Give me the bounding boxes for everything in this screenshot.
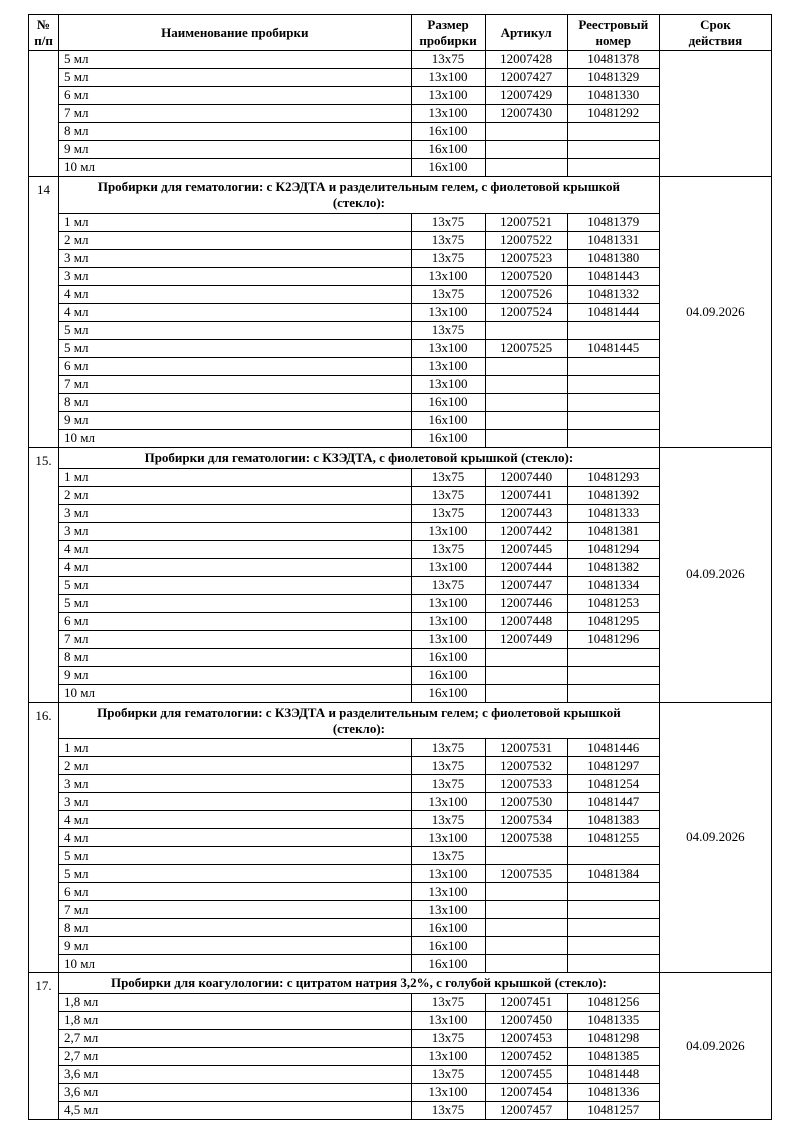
tube-name: 5 мл xyxy=(59,339,411,357)
tube-article xyxy=(485,393,567,411)
header-num: № п/п xyxy=(29,15,59,51)
tube-article: 12007452 xyxy=(485,1048,567,1066)
tube-size: 16x100 xyxy=(411,919,485,937)
tube-article: 12007520 xyxy=(485,267,567,285)
tube-name: 6 мл xyxy=(59,612,411,630)
tube-article: 12007448 xyxy=(485,612,567,630)
tube-article: 12007445 xyxy=(485,540,567,558)
section-title: Пробирки для гематологии: с КЗЭДТА, с фиолетовой крышкой (стекло): xyxy=(59,447,660,468)
tube-name: 4 мл xyxy=(59,285,411,303)
header-row xyxy=(29,15,772,51)
tube-name: 10 мл xyxy=(59,429,411,447)
tube-article: 12007457 xyxy=(485,1102,567,1120)
tube-size: 13x100 xyxy=(411,303,485,321)
tube-registry: 10481293 xyxy=(567,468,659,486)
tube-size: 13x75 xyxy=(411,994,485,1012)
tube-name: 7 мл xyxy=(59,630,411,648)
tube-registry: 10481255 xyxy=(567,829,659,847)
tube-registry: 10481380 xyxy=(567,249,659,267)
tube-name: 4 мл xyxy=(59,303,411,321)
tube-name: 1,8 мл xyxy=(59,994,411,1012)
tube-registry: 10481336 xyxy=(567,1084,659,1102)
tube-size: 13x75 xyxy=(411,486,485,504)
tube-name: 5 мл xyxy=(59,594,411,612)
tube-registry: 10481385 xyxy=(567,1048,659,1066)
tube-registry: 10481448 xyxy=(567,1066,659,1084)
tube-article xyxy=(485,937,567,955)
tube-size: 13x75 xyxy=(411,540,485,558)
tube-size: 16x100 xyxy=(411,666,485,684)
tube-size: 13x100 xyxy=(411,865,485,883)
validity-date: 04.09.2026 xyxy=(659,447,771,702)
section-title: Пробирки для гематологии: с К2ЭДТА и разделительным гелем, с фиолетовой крышкой (стекло): xyxy=(59,177,660,214)
section-number: 17. xyxy=(29,973,59,1120)
tube-size: 16x100 xyxy=(411,684,485,702)
tube-size: 13x75 xyxy=(411,249,485,267)
section-title: Пробирки для гематологии: с КЗЭДТА и разделительным гелем; с фиолетовой крышкой (стекло): xyxy=(59,702,660,739)
tube-name: 2 мл xyxy=(59,231,411,249)
tube-name: 3 мл xyxy=(59,775,411,793)
tube-name: 4 мл xyxy=(59,829,411,847)
tube-size: 13x100 xyxy=(411,69,485,87)
tube-article xyxy=(485,883,567,901)
tube-registry: 10481445 xyxy=(567,339,659,357)
tube-article: 12007446 xyxy=(485,594,567,612)
tube-article xyxy=(485,159,567,177)
tube-registry xyxy=(567,901,659,919)
tube-size: 13x100 xyxy=(411,883,485,901)
tube-registry: 10481384 xyxy=(567,865,659,883)
tube-registry xyxy=(567,684,659,702)
tube-registry xyxy=(567,321,659,339)
section-number xyxy=(29,51,59,177)
tube-article: 12007526 xyxy=(485,285,567,303)
tube-size: 16x100 xyxy=(411,937,485,955)
tube-name: 2 мл xyxy=(59,486,411,504)
tube-article xyxy=(485,648,567,666)
tube-registry: 10481443 xyxy=(567,267,659,285)
tube-article: 12007454 xyxy=(485,1084,567,1102)
tube-name: 7 мл xyxy=(59,375,411,393)
tube-size: 13x75 xyxy=(411,321,485,339)
tube-name: 10 мл xyxy=(59,684,411,702)
tube-registry xyxy=(567,919,659,937)
tube-registry xyxy=(567,847,659,865)
tube-registry xyxy=(567,375,659,393)
tube-registry xyxy=(567,883,659,901)
tube-size: 13x100 xyxy=(411,630,485,648)
tube-name: 6 мл xyxy=(59,357,411,375)
tube-article: 12007524 xyxy=(485,303,567,321)
tube-article: 12007444 xyxy=(485,558,567,576)
tube-registry: 10481392 xyxy=(567,486,659,504)
tube-name: 3 мл xyxy=(59,522,411,540)
tube-registry: 10481379 xyxy=(567,213,659,231)
tube-name: 9 мл xyxy=(59,937,411,955)
tube-registry xyxy=(567,411,659,429)
tube-name: 5 мл xyxy=(59,865,411,883)
table-body xyxy=(29,51,772,1120)
tube-size: 13x100 xyxy=(411,1012,485,1030)
tube-registry: 10481333 xyxy=(567,504,659,522)
section-title-row xyxy=(29,702,772,739)
tube-size: 13x75 xyxy=(411,213,485,231)
tube-size: 16x100 xyxy=(411,393,485,411)
tube-name: 2 мл xyxy=(59,757,411,775)
tube-registry: 10481297 xyxy=(567,757,659,775)
tube-article: 12007533 xyxy=(485,775,567,793)
tube-size: 13x100 xyxy=(411,1048,485,1066)
tube-registry xyxy=(567,357,659,375)
tube-name: 4 мл xyxy=(59,540,411,558)
tube-registry: 10481295 xyxy=(567,612,659,630)
tube-article: 12007443 xyxy=(485,504,567,522)
tube-name: 8 мл xyxy=(59,648,411,666)
validity-date: 04.09.2026 xyxy=(659,702,771,973)
tube-article: 12007450 xyxy=(485,1012,567,1030)
tube-name: 3 мл xyxy=(59,504,411,522)
tube-registry: 10481330 xyxy=(567,87,659,105)
tube-size: 13x75 xyxy=(411,1102,485,1120)
tube-article: 12007525 xyxy=(485,339,567,357)
tube-registry: 10481332 xyxy=(567,285,659,303)
tube-size: 16x100 xyxy=(411,159,485,177)
tube-registry: 10481256 xyxy=(567,994,659,1012)
tube-name: 3 мл xyxy=(59,267,411,285)
tube-registry: 10481335 xyxy=(567,1012,659,1030)
section-number: 15. xyxy=(29,447,59,702)
tube-article: 12007455 xyxy=(485,1066,567,1084)
tube-name: 7 мл xyxy=(59,105,411,123)
tube-name: 3 мл xyxy=(59,793,411,811)
tube-size: 16x100 xyxy=(411,429,485,447)
tube-name: 4 мл xyxy=(59,811,411,829)
tube-size: 13x100 xyxy=(411,1084,485,1102)
tube-registry: 10481294 xyxy=(567,540,659,558)
tube-name: 3,6 мл xyxy=(59,1066,411,1084)
tube-name: 7 мл xyxy=(59,901,411,919)
tube-registry: 10481382 xyxy=(567,558,659,576)
tube-article xyxy=(485,375,567,393)
tube-name: 4,5 мл xyxy=(59,1102,411,1120)
tube-name: 2,7 мл xyxy=(59,1030,411,1048)
tube-article xyxy=(485,411,567,429)
tube-registry: 10481378 xyxy=(567,51,659,69)
tube-registry: 10481447 xyxy=(567,793,659,811)
tube-registry: 10481331 xyxy=(567,231,659,249)
tube-article xyxy=(485,955,567,973)
tube-size: 13x75 xyxy=(411,1066,485,1084)
tube-size: 13x75 xyxy=(411,285,485,303)
tube-size: 13x100 xyxy=(411,594,485,612)
tube-name: 8 мл xyxy=(59,123,411,141)
tube-size: 13x75 xyxy=(411,811,485,829)
section-title-row xyxy=(29,177,772,214)
section-title: Пробирки для коагулологии: с цитратом натрия 3,2%, с голубой крышкой (стекло): xyxy=(59,973,660,994)
tube-name: 6 мл xyxy=(59,87,411,105)
tube-name: 8 мл xyxy=(59,393,411,411)
tube-registry: 10481444 xyxy=(567,303,659,321)
tube-registry xyxy=(567,429,659,447)
table-row xyxy=(29,51,772,69)
tube-article: 12007451 xyxy=(485,994,567,1012)
header-validity: Срок действия xyxy=(659,15,771,51)
tube-size: 13x75 xyxy=(411,847,485,865)
tube-registry: 10481334 xyxy=(567,576,659,594)
tube-size: 13x100 xyxy=(411,793,485,811)
tube-size: 13x100 xyxy=(411,87,485,105)
tube-registry: 10481298 xyxy=(567,1030,659,1048)
tube-name: 5 мл xyxy=(59,576,411,594)
tube-size: 13x100 xyxy=(411,901,485,919)
tube-article: 12007440 xyxy=(485,468,567,486)
tube-article: 12007453 xyxy=(485,1030,567,1048)
tube-size: 13x75 xyxy=(411,576,485,594)
section-title-row xyxy=(29,447,772,468)
tube-size: 13x100 xyxy=(411,339,485,357)
header-name: Наименование пробирки xyxy=(59,15,411,51)
tube-registry: 10481446 xyxy=(567,739,659,757)
tube-size: 16x100 xyxy=(411,955,485,973)
section-number: 16. xyxy=(29,702,59,973)
tube-name: 1 мл xyxy=(59,739,411,757)
tube-article xyxy=(485,919,567,937)
tube-registry xyxy=(567,955,659,973)
tube-article: 12007441 xyxy=(485,486,567,504)
tube-name: 5 мл xyxy=(59,51,411,69)
tube-article xyxy=(485,666,567,684)
tube-article: 12007447 xyxy=(485,576,567,594)
tube-size: 13x100 xyxy=(411,829,485,847)
tube-name: 5 мл xyxy=(59,321,411,339)
tube-name: 3 мл xyxy=(59,249,411,267)
tube-size: 13x100 xyxy=(411,267,485,285)
tube-article: 12007427 xyxy=(485,69,567,87)
tube-registry: 10481296 xyxy=(567,630,659,648)
tube-name: 4 мл xyxy=(59,558,411,576)
tube-name: 3,6 мл xyxy=(59,1084,411,1102)
tube-size: 13x100 xyxy=(411,522,485,540)
tube-name: 1 мл xyxy=(59,468,411,486)
tube-name: 1 мл xyxy=(59,213,411,231)
tube-article: 12007449 xyxy=(485,630,567,648)
tube-name: 10 мл xyxy=(59,159,411,177)
tube-registry: 10481257 xyxy=(567,1102,659,1120)
tube-size: 16x100 xyxy=(411,648,485,666)
tube-article xyxy=(485,429,567,447)
tube-size: 16x100 xyxy=(411,411,485,429)
tube-name: 10 мл xyxy=(59,955,411,973)
section-title-row xyxy=(29,973,772,994)
tube-size: 13x100 xyxy=(411,375,485,393)
tube-registry: 10481292 xyxy=(567,105,659,123)
tube-size: 16x100 xyxy=(411,141,485,159)
tube-article: 12007531 xyxy=(485,739,567,757)
tube-article xyxy=(485,684,567,702)
table-head xyxy=(29,15,772,51)
tube-registry xyxy=(567,159,659,177)
tube-article: 12007522 xyxy=(485,231,567,249)
tubes-table xyxy=(28,14,772,1120)
tube-article xyxy=(485,847,567,865)
tube-size: 13x75 xyxy=(411,775,485,793)
tube-size: 13x75 xyxy=(411,468,485,486)
tube-registry xyxy=(567,393,659,411)
tube-registry xyxy=(567,648,659,666)
tube-article xyxy=(485,357,567,375)
header-registry: Реестровый номер xyxy=(567,15,659,51)
tube-size: 13x75 xyxy=(411,231,485,249)
tube-article: 12007429 xyxy=(485,87,567,105)
tube-article: 12007530 xyxy=(485,793,567,811)
tube-registry: 10481253 xyxy=(567,594,659,612)
tube-name: 5 мл xyxy=(59,847,411,865)
tube-registry xyxy=(567,123,659,141)
tube-article xyxy=(485,123,567,141)
tube-article: 12007428 xyxy=(485,51,567,69)
tube-registry xyxy=(567,141,659,159)
tube-size: 13x100 xyxy=(411,612,485,630)
tube-article: 12007532 xyxy=(485,757,567,775)
tube-size: 13x75 xyxy=(411,504,485,522)
validity-date xyxy=(659,51,771,177)
header-article: Артикул xyxy=(485,15,567,51)
tube-size: 16x100 xyxy=(411,123,485,141)
tube-registry xyxy=(567,937,659,955)
tube-registry: 10481383 xyxy=(567,811,659,829)
tube-name: 9 мл xyxy=(59,141,411,159)
tube-registry: 10481381 xyxy=(567,522,659,540)
tube-article: 12007538 xyxy=(485,829,567,847)
validity-date: 04.09.2026 xyxy=(659,973,771,1120)
tube-name: 9 мл xyxy=(59,411,411,429)
section-number: 14 xyxy=(29,177,59,448)
tube-article xyxy=(485,321,567,339)
tube-size: 13x75 xyxy=(411,757,485,775)
tube-registry: 10481329 xyxy=(567,69,659,87)
tube-name: 6 мл xyxy=(59,883,411,901)
validity-date: 04.09.2026 xyxy=(659,177,771,448)
tube-size: 13x100 xyxy=(411,357,485,375)
tube-article: 12007521 xyxy=(485,213,567,231)
tube-article: 12007442 xyxy=(485,522,567,540)
tube-name: 8 мл xyxy=(59,919,411,937)
tube-name: 2,7 мл xyxy=(59,1048,411,1066)
header-size: Размер пробирки xyxy=(411,15,485,51)
tube-name: 1,8 мл xyxy=(59,1012,411,1030)
tube-registry: 10481254 xyxy=(567,775,659,793)
tube-article: 12007534 xyxy=(485,811,567,829)
tube-name: 9 мл xyxy=(59,666,411,684)
tube-size: 13x75 xyxy=(411,739,485,757)
tube-size: 13x75 xyxy=(411,51,485,69)
tube-size: 13x75 xyxy=(411,1030,485,1048)
tube-article: 12007523 xyxy=(485,249,567,267)
tube-name: 5 мл xyxy=(59,69,411,87)
tube-registry xyxy=(567,666,659,684)
tube-article xyxy=(485,901,567,919)
tube-article: 12007535 xyxy=(485,865,567,883)
tube-size: 13x100 xyxy=(411,558,485,576)
tube-article: 12007430 xyxy=(485,105,567,123)
tube-size: 13x100 xyxy=(411,105,485,123)
tube-article xyxy=(485,141,567,159)
